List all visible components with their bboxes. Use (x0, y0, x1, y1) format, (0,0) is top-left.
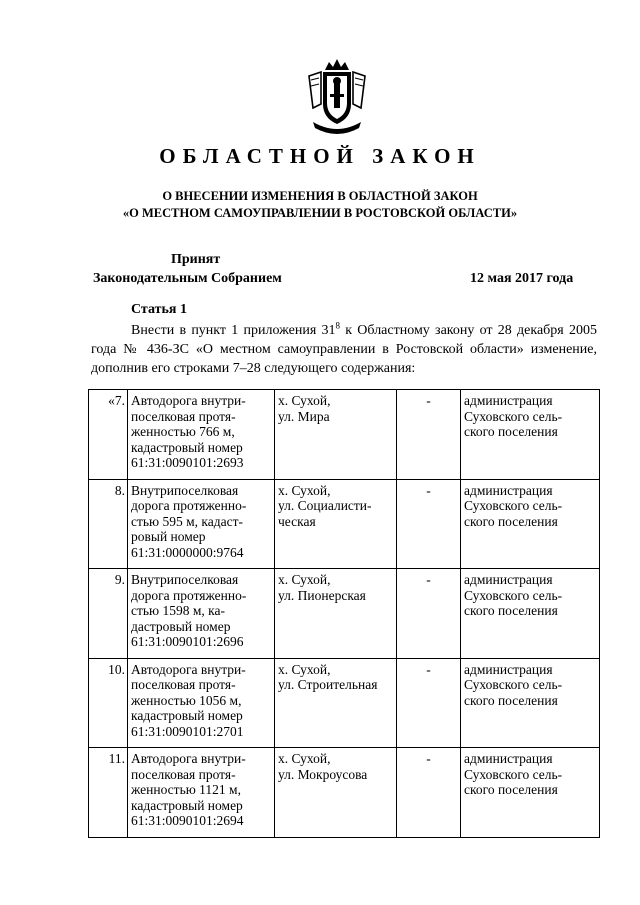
desc-line: кадастровый номер (131, 708, 243, 723)
owner-line: администрация (464, 661, 553, 677)
article-text-end: к Областному закону от 28 декабря 2005 года № 436-ЗС «О местном самоуправлении в Ростовской области» изменение, дополнив его строками 7–28 следующего содержания: (91, 323, 597, 376)
empty-value-dash: - (397, 479, 461, 569)
addr-line: х. Сухой, (278, 661, 331, 677)
desc-line: женностью 1056 м, (131, 692, 242, 708)
desc-line: дорога протяженно- (131, 587, 247, 603)
owner-line: Суховского сель- (464, 677, 563, 692)
owner-line: Суховского сель- (464, 587, 563, 603)
empty-value-dash: - (397, 748, 461, 838)
road-address (275, 479, 397, 569)
table-row (89, 748, 600, 838)
owner-line: ского поселения (464, 782, 558, 797)
desc-line: Автодорога внутри- (131, 751, 246, 766)
owner-administration (461, 569, 600, 659)
empty-value-dash: - (397, 390, 461, 480)
adoption-date: 12 мая 2017 года (470, 271, 574, 286)
subtitle-line-2: «О МЕСТНОМ САМОУПРАВЛЕНИИ В РОСТОВСКОЙ ОБЛАСТИ» (122, 206, 518, 220)
owner-line: Суховского сель- (464, 766, 563, 782)
addr-line: х. Сухой, (278, 572, 331, 587)
owner-line: администрация (464, 572, 553, 587)
row-number: 10. (89, 658, 128, 748)
table-row (89, 569, 600, 659)
owner-administration (461, 658, 600, 748)
row-number: 8. (89, 479, 128, 569)
empty-value-dash: - (397, 569, 461, 659)
row-number: 11. (89, 748, 128, 838)
row-number: 9. (89, 569, 128, 659)
desc-line: поселковая протя- (131, 408, 236, 424)
desc-line: 61:31:0090101:2696 (131, 634, 244, 649)
owner-line: администрация (464, 482, 553, 498)
road-description (128, 390, 275, 480)
superscript-8: 8 (335, 320, 341, 331)
road-address (275, 569, 397, 659)
road-description (128, 748, 275, 838)
desc-line: кадастровый номер (131, 439, 243, 455)
empty-value-dash: - (397, 658, 461, 748)
desc-line: кадастровый номер (131, 797, 243, 813)
desc-line: Внутрипоселковая (131, 482, 239, 498)
desc-line: поселковая протя- (131, 766, 236, 782)
desc-line: 61:31:0090101:2701 (131, 723, 244, 739)
row-number: «7. (89, 390, 128, 480)
addr-line: х. Сухой, (278, 393, 331, 408)
owner-line: администрация (464, 751, 553, 766)
owner-administration (461, 748, 600, 838)
owner-line: Суховского сель- (464, 498, 563, 513)
desc-line: 61:31:0090101:2693 (131, 455, 244, 470)
addr-line: ул. Социалисти- (278, 498, 372, 513)
road-description (128, 658, 275, 748)
road-description (128, 569, 275, 659)
owner-line: ского поселения (464, 692, 558, 708)
owner-line: Суховского сель- (464, 408, 563, 424)
article-heading: Статья 1 (131, 302, 187, 317)
table-row (89, 390, 600, 480)
table-row (89, 479, 600, 569)
owner-line: администрация (464, 393, 553, 408)
desc-line: Автодорога внутри- (131, 393, 246, 408)
article-text-start: Внести в пункт 1 приложения 31 (131, 323, 336, 338)
desc-line: Автодорога внутри- (131, 661, 246, 677)
addr-line: х. Сухой, (278, 482, 331, 498)
road-description (128, 479, 275, 569)
desc-line: ровый номер (131, 529, 206, 544)
adoption-block (93, 250, 282, 288)
addr-line: ческая (278, 513, 316, 529)
law-title: ОБЛАСТНОЙ ЗАКОН (159, 144, 481, 168)
owner-administration (461, 479, 600, 569)
owner-line: ского поселения (464, 513, 558, 529)
desc-line: стью 1598 м, ка- (131, 603, 226, 618)
subtitle-line-1: О ВНЕСЕНИИ ИЗМЕНЕНИЯ В ОБЛАСТНОЙ ЗАКОН (162, 189, 478, 203)
desc-line: женностью 766 м, (131, 424, 235, 439)
coat-of-arms-emblem (303, 56, 371, 136)
owner-administration (461, 390, 600, 480)
desc-line: 61:31:0090101:2694 (131, 813, 244, 828)
desc-line: женностью 1121 м, (131, 782, 241, 797)
law-subtitle (0, 188, 640, 222)
desc-line: Внутрипоселковая (131, 572, 239, 587)
addr-line: ул. Мокроусова (278, 766, 368, 782)
road-address (275, 390, 397, 480)
table-row (89, 658, 600, 748)
addr-line: ул. Строительная (278, 677, 378, 692)
article-text (91, 321, 597, 378)
addr-line: х. Сухой, (278, 751, 331, 766)
adopting-body: Законодательным Собранием (93, 271, 282, 286)
addr-line: ул. Мира (278, 408, 330, 424)
roads-table (88, 389, 600, 838)
road-address (275, 748, 397, 838)
addr-line: ул. Пионерская (278, 587, 366, 603)
desc-line: дорога протяженно- (131, 498, 247, 513)
road-address (275, 658, 397, 748)
owner-line: ского поселения (464, 603, 558, 618)
desc-line: дастровый номер (131, 618, 231, 634)
adopted-label: Принят (171, 252, 221, 267)
owner-line: ского поселения (464, 424, 558, 439)
desc-line: стью 595 м, кадаст- (131, 513, 244, 529)
desc-line: 61:31:0000000:9764 (131, 544, 244, 560)
desc-line: поселковая протя- (131, 677, 236, 692)
